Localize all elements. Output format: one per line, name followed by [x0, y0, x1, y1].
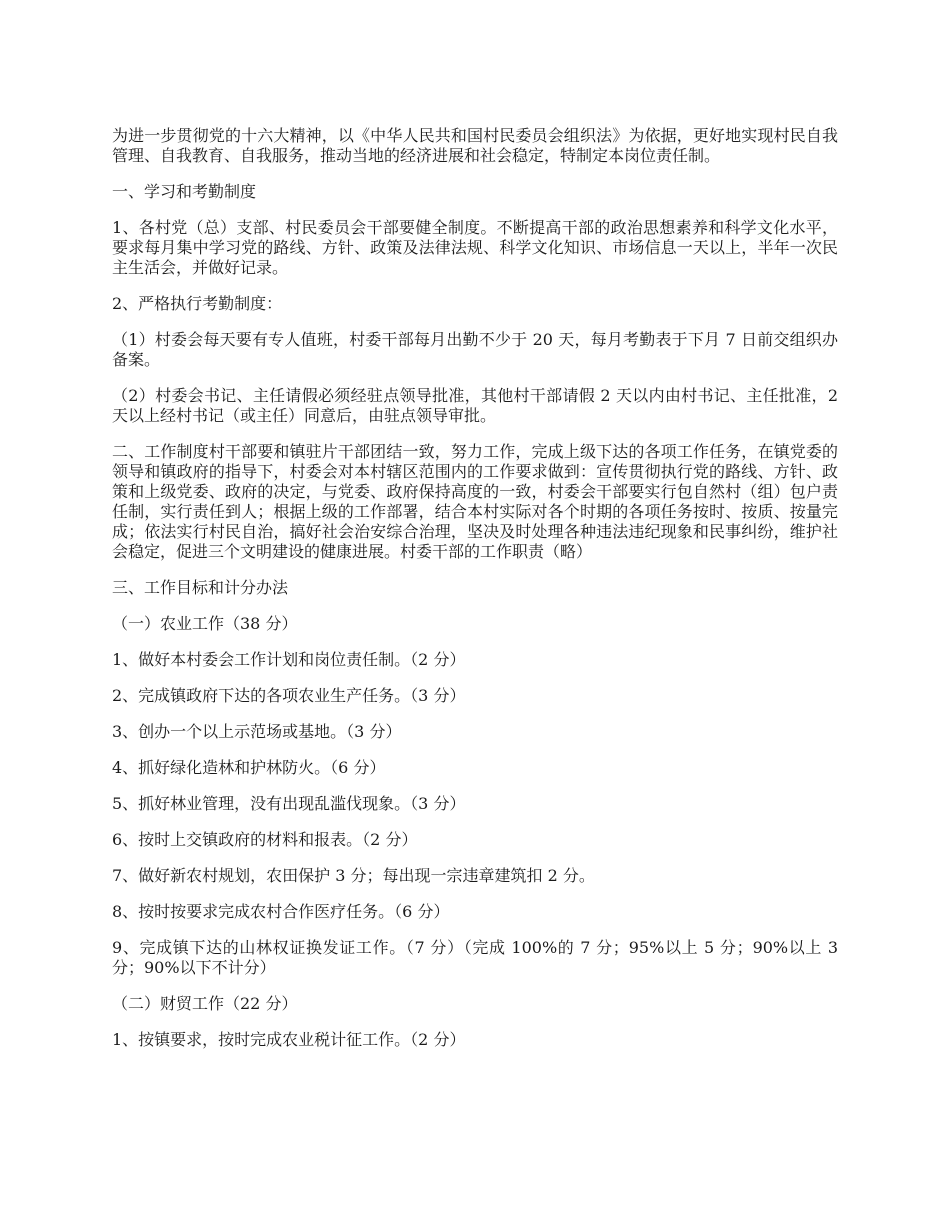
document-body: [112, 126, 838, 1066]
list-item: 1、按镇要求，按时完成农业税计征工作。（2 分）: [112, 1030, 466, 1049]
section-heading-goals-scoring: 三、工作目标和计分办法: [112, 578, 289, 597]
section-work-system-paragraph: 二、工作制度村干部要和镇驻片干部团结一致，努力工作，完成上级下达的各项工作任务，在镇党委的领导和镇政府的指导下，村委会对本村辖区范围内的工作要求做到：宣传贯彻执行党的路线、方针、政策和上级党委、政府的决定，与党委、政府保持高度的一致，村委会干部要实行包自然村（组）包户责任制，实行责任到人；根据上级的工作部署，结合本村实际对各个时期的各项任务按时、按质、按量完成；依法实行村民自治，搞好社会治安综合治理，坚决及时处理各种违法违纪现象和民事纠纷，维护社会稳定，促进三个文明建设的健康进展。村委干部的工作职责（略）: [112, 442, 838, 561]
paragraph-item: （1）村委会每天要有专人值班，村委干部每月出勤不少于 20 天，每月考勤表于下月 7 日前交组织办备案。: [112, 330, 838, 369]
subsection-heading-finance-trade: （二）财贸工作（22 分）: [112, 994, 298, 1013]
list-item: 6、按时上交镇政府的材料和报表。（2 分）: [112, 830, 418, 849]
section-heading-study-attendance: 一、学习和考勤制度: [112, 182, 257, 201]
list-item: 7、做好新农村规划，农田保护 3 分；每出现一宗违章建筑扣 2 分。: [112, 866, 595, 885]
list-item: 5、抓好林业管理，没有出现乱滥伐现象。（3 分）: [112, 794, 466, 813]
list-item: 8、按时按要求完成农村合作医疗任务。（6 分）: [112, 902, 450, 921]
list-item: 4、抓好绿化造林和护林防火。（6 分）: [112, 758, 386, 777]
list-item: 1、做好本村委会工作计划和岗位责任制。（2 分）: [112, 650, 466, 669]
paragraph-item: （2）村委会书记、主任请假必须经驻点领导批准，其他村干部请假 2 天以内由村书记、主任批准，2 天以上经村书记（或主任）同意后，由驻点领导审批。: [112, 386, 838, 425]
intro-paragraph: 为进一步贯彻党的十六大精神，以《中华人民共和国村民委员会组织法》为依据，更好地实现村民自我管理、自我教育、自我服务，推动当地的经济进展和社会稳定，特制定本岗位责任制。: [112, 126, 838, 165]
list-item: 2、完成镇政府下达的各项农业生产任务。（3 分）: [112, 686, 466, 705]
paragraph-item: 1、各村党（总）支部、村民委员会干部要健全制度。不断提高干部的政治思想素养和科学文化水平，要求每月集中学习党的路线、方针、政策及法律法规、科学文化知识、市场信息一天以上，半年一次民主生活会，并做好记录。: [112, 218, 838, 277]
list-item: 9、完成镇下达的山林权证换发证工作。（7 分）（完成 100%的 7 分；95%以上 5 分；90%以上 3 分；90%以下不计分）: [112, 938, 838, 977]
list-item: 3、创办一个以上示范场或基地。（3 分）: [112, 722, 402, 741]
subsection-heading-agriculture: （一）农业工作（38 分）: [112, 614, 298, 633]
paragraph-item: 2、严格执行考勤制度：: [112, 294, 283, 313]
